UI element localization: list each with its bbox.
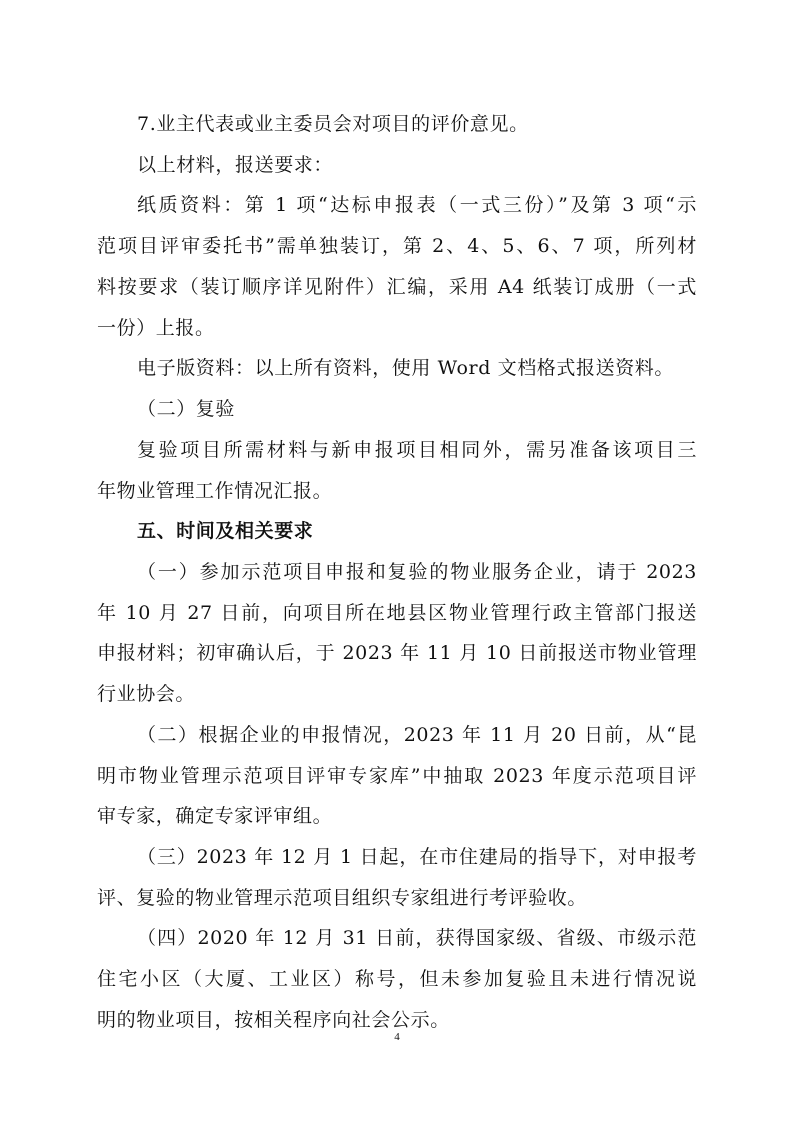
paragraph-line-4: 范项目评审委托书”需单独装订，第 2、4、5、6、7 项，所列材 — [97, 235, 697, 257]
paragraph-line-17: 明市物业管理示范项目评审专家库”中抽取 2023 年度示范项目评 — [97, 765, 697, 787]
paragraph-line-19: （三）2023 年 12 月 1 日起，在市住建局的指导下，对申报考 — [137, 846, 697, 868]
subsection-heading-review: （二）复验 — [137, 398, 236, 420]
paragraph-line-23: 明的物业项目，按相关程序向社会公示。 — [97, 1009, 450, 1031]
paragraph-line-16: （二）根据企业的申报情况，2023 年 11 月 20 日前，从“昆 — [137, 724, 697, 746]
paragraph-line-14: 申报材料；初审确认后，于 2023 年 11 月 10 日前报送市物业管理 — [97, 642, 697, 664]
paragraph-line-1: 7.业主代表或业主委员会对项目的评价意见。 — [137, 113, 529, 135]
page-number: 4 — [394, 1031, 400, 1043]
paragraph-line-3: 纸质资料：第 1 项“达标申报表（一式三份）”及第 3 项“示 — [137, 194, 697, 216]
paragraph-line-13: 年 10 月 27 日前，向项目所在地县区物业管理行政主管部门报送 — [97, 602, 697, 624]
paragraph-line-18: 审专家，确定专家评审组。 — [97, 805, 333, 827]
paragraph-line-7: 电子版资料：以上所有资料，使用 Word 文档格式报送资料。 — [137, 357, 675, 379]
paragraph-line-5: 料按要求（装订顺序详见附件）汇编，采用 A4 纸装订成册（一式 — [97, 276, 697, 298]
paragraph-line-9: 复验项目所需材料与新申报项目相同外，需另准备该项目三 — [137, 439, 697, 461]
paragraph-line-12: （一）参加示范项目申报和复验的物业服务企业，请于 2023 — [137, 561, 697, 583]
paragraph-line-22: 住宅小区（大厦、工业区）称号，但未参加复验且未进行情况说 — [97, 968, 697, 990]
section-heading-time-requirements: 五、时间及相关要求 — [137, 520, 314, 542]
paragraph-line-10: 年物业管理工作情况汇报。 — [97, 480, 333, 502]
paragraph-line-6: 一份）上报。 — [97, 317, 215, 339]
paragraph-line-15: 行业协会。 — [97, 683, 196, 705]
paragraph-line-2: 以上材料，报送要求： — [137, 154, 334, 176]
paragraph-line-20: 评、复验的物业管理示范项目组织专家组进行考评验收。 — [97, 887, 588, 909]
paragraph-line-21: （四）2020 年 12 月 31 日前，获得国家级、省级、市级示范 — [137, 927, 697, 949]
